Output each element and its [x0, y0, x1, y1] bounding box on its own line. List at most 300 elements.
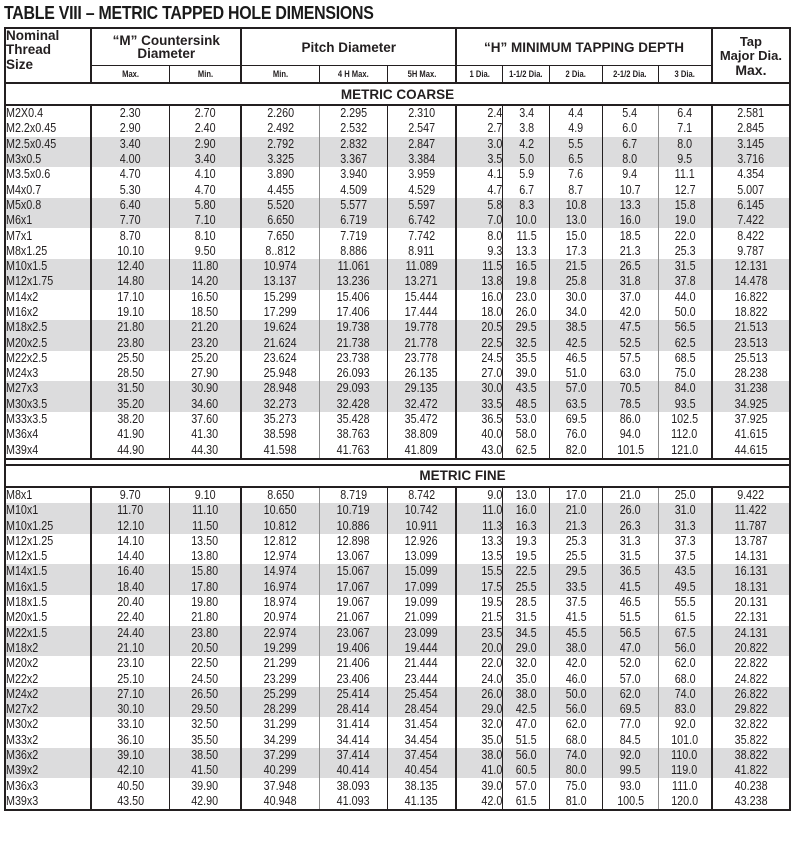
cell-thread-size-value: M22x1.5 — [6, 625, 48, 640]
cell-depth-2-dia-value: 57.0 — [565, 381, 587, 396]
cell-pitch-5h-max — [387, 580, 456, 595]
cell-pitch-min-value: 10.974 — [264, 259, 297, 274]
cell-pitch-4h-max — [319, 763, 387, 778]
cell-thread-size-value: M24x2 — [6, 686, 39, 701]
cell-depth-2-5-dia — [602, 121, 658, 136]
cell-depth-1-dia-value: 33.5 — [481, 396, 503, 411]
cell-thread-size — [5, 794, 91, 810]
cell-depth-2-5-dia-value: 42.0 — [619, 305, 641, 319]
cell-pitch-4h-max-value: 15.406 — [336, 289, 370, 304]
cell-countersink-max-value: 6.40 — [120, 197, 141, 212]
cell-tap-major-dia-value: 35.822 — [734, 732, 768, 747]
cell-countersink-min — [169, 259, 241, 274]
cell-pitch-5h-max — [387, 443, 456, 459]
cell-depth-1-5-dia-value: 42.5 — [515, 702, 537, 717]
cell-depth-3-dia-value: 93.5 — [674, 396, 696, 411]
cell-depth-1-dia — [456, 182, 503, 197]
cell-depth-3-dia-value: 44.0 — [674, 289, 696, 304]
cell-depth-1-dia — [456, 397, 503, 412]
cell-countersink-min — [169, 443, 241, 459]
cell-depth-1-dia — [456, 137, 503, 152]
cell-thread-size-value: M18x2.5 — [6, 320, 48, 335]
cell-pitch-min-value: 41.598 — [264, 442, 297, 457]
cell-thread-size — [5, 366, 91, 381]
cell-countersink-max-value: 12.40 — [117, 259, 144, 274]
cell-thread-size — [5, 213, 91, 228]
cell-depth-2-dia-value: 82.0 — [565, 442, 587, 457]
cell-pitch-5h-max — [387, 259, 456, 274]
cell-depth-1-dia — [456, 503, 503, 518]
cell-countersink-max — [91, 518, 169, 533]
cell-countersink-max — [91, 105, 169, 121]
cell-depth-1-5-dia-value: 51.5 — [515, 732, 537, 747]
header-tap-major-dia — [712, 28, 790, 83]
cell-countersink-min — [169, 320, 241, 335]
cell-countersink-min-value: 15.80 — [191, 564, 219, 579]
cell-pitch-min — [241, 228, 319, 243]
cell-pitch-4h-max-value: 21.067 — [336, 610, 370, 625]
cell-depth-1-dia — [456, 228, 503, 243]
cell-depth-1-5-dia-value: 28.5 — [515, 595, 537, 610]
cell-depth-2-5-dia-value: 99.5 — [619, 763, 641, 778]
cell-depth-1-5-dia — [503, 105, 550, 121]
cell-thread-size — [5, 610, 91, 625]
cell-thread-size — [5, 763, 91, 778]
cell-pitch-5h-max — [387, 182, 456, 197]
cell-depth-2-dia-value: 15.0 — [565, 228, 587, 243]
cell-depth-1-5-dia-value: 57.0 — [515, 778, 537, 793]
cell-pitch-4h-max — [319, 503, 387, 518]
cell-depth-3-dia-value: 120.0 — [671, 793, 699, 808]
cell-depth-2-dia — [550, 198, 603, 213]
cell-pitch-4h-max-value: 23.067 — [336, 625, 370, 640]
cell-depth-2-5-dia-value: 21.0 — [619, 487, 641, 502]
cell-depth-2-dia-value: 68.0 — [565, 732, 587, 747]
cell-depth-1-5-dia-value: 39.0 — [515, 366, 537, 381]
header-cs-max — [91, 66, 169, 84]
table-row — [5, 518, 790, 533]
cell-depth-1-5-dia — [503, 244, 550, 259]
cell-pitch-4h-max — [319, 305, 387, 320]
cell-depth-1-5-dia-value: 10.0 — [515, 213, 537, 228]
cell-countersink-min — [169, 671, 241, 686]
cell-thread-size — [5, 121, 91, 136]
header-pd-5h-label: 5H Max. — [407, 68, 436, 80]
cell-pitch-4h-max-value: 25.414 — [336, 686, 370, 701]
cell-pitch-4h-max — [319, 381, 387, 396]
cell-depth-2-dia — [550, 137, 603, 152]
cell-countersink-min-value: 5.80 — [194, 197, 216, 212]
cell-thread-size — [5, 228, 91, 243]
cell-pitch-min — [241, 290, 319, 305]
cell-depth-1-5-dia-value: 26.0 — [515, 305, 537, 319]
cell-depth-1-5-dia — [503, 366, 550, 381]
cell-pitch-4h-max-value: 31.414 — [336, 717, 370, 732]
cell-countersink-max-value: 21.80 — [117, 320, 144, 335]
cell-depth-2-5-dia — [602, 305, 658, 320]
cell-tap-major-dia — [712, 626, 790, 641]
cell-depth-1-5-dia — [503, 717, 550, 732]
cell-countersink-min-value: 38.50 — [191, 748, 219, 763]
header-countersink-diameter — [91, 28, 241, 66]
cell-countersink-min-value: 3.40 — [194, 152, 216, 167]
cell-countersink-max-value: 2.30 — [120, 106, 141, 121]
cell-pitch-min-value: 25.948 — [264, 366, 297, 381]
cell-depth-2-5-dia-value: 26.3 — [619, 518, 641, 533]
cell-countersink-max — [91, 656, 169, 671]
cell-pitch-5h-max — [387, 244, 456, 259]
cell-depth-1-5-dia — [503, 412, 550, 427]
cell-depth-2-dia — [550, 397, 603, 412]
cell-pitch-5h-max — [387, 595, 456, 610]
cell-depth-1-dia — [456, 213, 503, 228]
cell-depth-3-dia-value: 92.0 — [674, 717, 696, 732]
cell-depth-2-dia-value: 69.5 — [565, 412, 587, 427]
cell-thread-size — [5, 656, 91, 671]
cell-thread-size — [5, 244, 91, 259]
cell-countersink-min — [169, 366, 241, 381]
cell-pitch-4h-max-value: 29.093 — [336, 381, 370, 396]
table-row — [5, 152, 790, 167]
cell-depth-2-dia-value: 4.9 — [568, 121, 584, 136]
cell-pitch-5h-max-value: 34.454 — [405, 732, 438, 747]
cell-countersink-min-value: 44.30 — [191, 442, 219, 457]
cell-depth-1-dia — [456, 671, 503, 686]
cell-pitch-5h-max — [387, 626, 456, 641]
cell-countersink-min-value: 4.10 — [194, 167, 216, 182]
cell-pitch-min-value: 31.299 — [264, 717, 297, 732]
cell-countersink-max — [91, 595, 169, 610]
cell-pitch-min-value: 3.890 — [267, 167, 294, 182]
cell-depth-1-5-dia — [503, 274, 550, 289]
cell-pitch-5h-max — [387, 671, 456, 686]
cell-depth-1-dia — [456, 717, 503, 732]
cell-depth-2-5-dia-value: 63.0 — [619, 366, 641, 381]
cell-pitch-4h-max — [319, 518, 387, 533]
cell-depth-1-dia-value: 4.1 — [487, 167, 503, 182]
cell-thread-size-value: M20x1.5 — [6, 610, 48, 625]
cell-countersink-min — [169, 717, 241, 732]
section-title: METRIC COARSE — [5, 83, 790, 105]
cell-pitch-5h-max-value: 29.135 — [405, 381, 438, 396]
cell-pitch-5h-max — [387, 351, 456, 366]
cell-depth-2-dia — [550, 717, 603, 732]
table-row — [5, 320, 790, 335]
header-depth-3-label: 3 Dia. — [674, 68, 695, 80]
cell-depth-1-dia-value: 40.0 — [481, 427, 503, 442]
cell-pitch-5h-max — [387, 778, 456, 793]
cell-thread-size — [5, 198, 91, 213]
cell-pitch-min — [241, 794, 319, 810]
cell-pitch-5h-max-value: 3.384 — [408, 152, 435, 167]
cell-pitch-4h-max-value: 35.428 — [336, 412, 370, 427]
cell-tap-major-dia — [712, 351, 790, 366]
cell-depth-2-5-dia — [602, 290, 658, 305]
cell-countersink-max-value: 36.10 — [117, 732, 144, 747]
cell-depth-1-dia-value: 2.7 — [487, 121, 503, 136]
cell-pitch-5h-max-value: 26.135 — [405, 366, 438, 381]
cell-pitch-5h-max-value: 41.135 — [405, 793, 438, 808]
cell-depth-1-5-dia-value: 62.5 — [515, 442, 537, 457]
cell-depth-2-5-dia — [602, 794, 658, 810]
cell-depth-2-5-dia-value: 101.5 — [616, 442, 644, 457]
cell-pitch-4h-max-value: 8.886 — [339, 243, 367, 258]
cell-pitch-4h-max-value: 32.428 — [336, 396, 370, 411]
cell-pitch-4h-max — [319, 778, 387, 793]
cell-countersink-max — [91, 717, 169, 732]
cell-countersink-min-value: 41.50 — [191, 763, 219, 778]
cell-tap-major-dia-value: 24.822 — [734, 671, 768, 686]
cell-countersink-min — [169, 580, 241, 595]
cell-depth-1-5-dia — [503, 137, 550, 152]
cell-thread-size — [5, 503, 91, 518]
cell-countersink-min — [169, 213, 241, 228]
cell-tap-major-dia — [712, 381, 790, 396]
table-row — [5, 351, 790, 366]
cell-depth-2-5-dia — [602, 763, 658, 778]
cell-thread-size — [5, 702, 91, 717]
cell-countersink-min — [169, 152, 241, 167]
table-row — [5, 427, 790, 442]
cell-pitch-min — [241, 487, 319, 503]
cell-depth-3-dia-value: 37.5 — [674, 549, 696, 564]
cell-depth-2-5-dia — [602, 198, 658, 213]
table-row — [5, 290, 790, 305]
cell-depth-1-dia-value: 16.0 — [481, 289, 503, 304]
cell-pitch-4h-max — [319, 687, 387, 702]
cell-pitch-4h-max — [319, 320, 387, 335]
cell-depth-2-dia-value: 62.0 — [565, 717, 587, 732]
cell-depth-2-dia — [550, 763, 603, 778]
cell-depth-2-5-dia — [602, 427, 658, 442]
cell-tap-major-dia-value: 4.354 — [737, 167, 765, 182]
cell-depth-1-dia-value: 3.5 — [487, 152, 503, 167]
cell-depth-1-5-dia-value: 48.5 — [515, 396, 537, 411]
cell-depth-2-5-dia-value: 13.3 — [619, 197, 641, 212]
cell-depth-3-dia-value: 101.0 — [671, 732, 699, 747]
cell-tap-major-dia-value: 7.422 — [737, 213, 765, 228]
cell-countersink-min — [169, 564, 241, 579]
cell-depth-2-5-dia-value: 18.5 — [619, 228, 641, 243]
table-row — [5, 105, 790, 121]
cell-tap-major-dia — [712, 137, 790, 152]
cell-depth-2-5-dia — [602, 518, 658, 533]
cell-depth-2-dia — [550, 671, 603, 686]
cell-depth-2-5-dia-value: 57.0 — [619, 671, 641, 686]
cell-pitch-4h-max — [319, 397, 387, 412]
cell-depth-2-dia — [550, 518, 603, 533]
cell-tap-major-dia-value: 3.716 — [737, 152, 765, 167]
cell-pitch-min — [241, 534, 319, 549]
cell-pitch-4h-max-value: 15.067 — [336, 564, 370, 579]
cell-thread-size — [5, 397, 91, 412]
cell-depth-2-dia — [550, 213, 603, 228]
cell-countersink-max — [91, 167, 169, 182]
cell-thread-size — [5, 748, 91, 763]
cell-countersink-max-value: 14.10 — [117, 533, 144, 548]
cell-pitch-4h-max-value: 41.763 — [336, 442, 370, 457]
cell-depth-3-dia-value: 55.5 — [674, 595, 696, 610]
cell-countersink-min-value: 13.80 — [191, 549, 219, 564]
table-row — [5, 626, 790, 641]
cell-depth-2-5-dia-value: 31.5 — [619, 549, 641, 564]
cell-depth-2-dia-value: 29.5 — [565, 564, 587, 579]
cell-countersink-max-value: 24.40 — [117, 625, 144, 640]
cell-depth-2-5-dia — [602, 351, 658, 366]
cell-tap-major-dia-value: 34.925 — [734, 396, 768, 411]
cell-depth-1-5-dia — [503, 351, 550, 366]
cell-countersink-max-value: 21.10 — [117, 640, 144, 655]
cell-pitch-min-value: 35.273 — [264, 412, 297, 427]
cell-depth-1-5-dia-value: 38.0 — [515, 686, 537, 701]
cell-tap-major-dia-value: 14.478 — [734, 274, 768, 289]
cell-tap-major-dia-value: 12.131 — [734, 259, 768, 274]
cell-countersink-min — [169, 595, 241, 610]
cell-countersink-max — [91, 763, 169, 778]
cell-depth-2-dia-value: 46.0 — [565, 671, 587, 686]
cell-countersink-min-value: 20.50 — [191, 640, 219, 655]
cell-tap-major-dia-value: 41.822 — [734, 763, 768, 778]
cell-depth-3-dia — [658, 228, 712, 243]
table-row — [5, 778, 790, 793]
cell-thread-size-value: M12x1.5 — [6, 549, 48, 564]
cell-depth-1-dia — [456, 121, 503, 136]
cell-depth-1-5-dia — [503, 167, 550, 182]
cell-pitch-min — [241, 397, 319, 412]
cell-thread-size-value: M12x1.75 — [6, 274, 54, 289]
cell-tap-major-dia-value: 21.513 — [734, 320, 768, 335]
cell-depth-3-dia-value: 31.3 — [674, 518, 696, 533]
cell-depth-1-5-dia — [503, 198, 550, 213]
cell-tap-major-dia-value: 18.131 — [734, 579, 768, 594]
cell-depth-2-dia — [550, 412, 603, 427]
cell-countersink-min — [169, 610, 241, 625]
cell-countersink-max-value: 17.10 — [117, 289, 144, 304]
cell-depth-2-5-dia-value: 51.5 — [619, 610, 641, 625]
cell-depth-3-dia — [658, 213, 712, 228]
cell-depth-2-5-dia — [602, 671, 658, 686]
cell-depth-2-dia — [550, 259, 603, 274]
cell-tap-major-dia-value: 3.145 — [737, 136, 765, 151]
cell-pitch-5h-max — [387, 137, 456, 152]
cell-tap-major-dia — [712, 763, 790, 778]
cell-depth-1-5-dia — [503, 549, 550, 564]
cell-depth-3-dia-value: 37.8 — [674, 274, 696, 289]
cell-thread-size-value: M3.5x0.6 — [6, 167, 51, 182]
table-row — [5, 748, 790, 763]
cell-depth-2-5-dia — [602, 228, 658, 243]
cell-pitch-4h-max — [319, 213, 387, 228]
cell-pitch-min-value: 16.974 — [264, 579, 297, 594]
cell-pitch-min — [241, 305, 319, 320]
header-tap-line-3: Max. — [735, 61, 767, 78]
cell-depth-2-dia — [550, 794, 603, 810]
cell-countersink-max-value: 14.80 — [117, 274, 144, 289]
header-pd-4h-max — [319, 66, 387, 84]
cell-depth-1-5-dia-value: 35.5 — [515, 350, 537, 365]
cell-countersink-min-value: 2.90 — [194, 136, 216, 151]
cell-pitch-5h-max-value: 12.926 — [405, 533, 438, 548]
cell-depth-2-dia-value: 21.5 — [565, 259, 587, 274]
cell-pitch-min-value: 40.299 — [264, 763, 297, 778]
cell-depth-2-dia — [550, 503, 603, 518]
cell-depth-2-dia — [550, 687, 603, 702]
cell-depth-1-dia — [456, 427, 503, 442]
cell-thread-size — [5, 105, 91, 121]
cell-thread-size-value: M2X0.4 — [6, 106, 44, 121]
cell-pitch-min — [241, 152, 319, 167]
cell-pitch-min-value: 3.325 — [267, 152, 294, 167]
cell-depth-1-dia-value: 29.0 — [481, 702, 503, 717]
cell-countersink-max-value: 35.20 — [117, 396, 144, 411]
cell-depth-2-dia-value: 42.0 — [565, 656, 587, 671]
cell-countersink-min — [169, 778, 241, 793]
cell-depth-1-dia-value: 20.0 — [481, 640, 503, 655]
cell-depth-2-5-dia-value: 92.0 — [619, 748, 641, 763]
cell-depth-2-dia-value: 4.4 — [568, 106, 584, 121]
cell-pitch-4h-max-value: 10.886 — [336, 518, 370, 533]
cell-pitch-5h-max-value: 2.847 — [408, 136, 435, 151]
cell-countersink-max — [91, 687, 169, 702]
cell-depth-1-5-dia — [503, 259, 550, 274]
cell-depth-3-dia-value: 75.0 — [674, 366, 696, 381]
cell-countersink-max-value: 39.10 — [117, 748, 144, 763]
cell-countersink-min — [169, 733, 241, 748]
cell-pitch-5h-max-value: 21.099 — [405, 610, 438, 625]
cell-pitch-min — [241, 717, 319, 732]
cell-depth-2-5-dia-value: 10.7 — [619, 182, 641, 197]
cell-pitch-4h-max — [319, 167, 387, 182]
cell-depth-1-dia — [456, 518, 503, 533]
cell-depth-2-dia — [550, 290, 603, 305]
cell-depth-1-5-dia-value: 32.0 — [515, 656, 537, 671]
header-depth-2-label: 2 Dia. — [565, 68, 587, 80]
cell-depth-1-5-dia-value: 29.5 — [515, 320, 537, 335]
cell-pitch-4h-max — [319, 443, 387, 459]
metric-tapped-hole-table — [4, 27, 791, 811]
cell-depth-3-dia-value: 12.7 — [674, 182, 696, 197]
cell-countersink-min-value: 25.20 — [191, 350, 219, 365]
cell-pitch-min-value: 6.650 — [267, 213, 294, 228]
cell-pitch-5h-max — [387, 228, 456, 243]
cell-countersink-min-value: 9.50 — [194, 243, 216, 258]
cell-pitch-min — [241, 748, 319, 763]
cell-depth-1-5-dia-value: 5.0 — [518, 152, 534, 167]
cell-depth-1-dia — [456, 748, 503, 763]
cell-depth-1-dia-value: 32.0 — [481, 717, 503, 732]
cell-tap-major-dia — [712, 717, 790, 732]
cell-tap-major-dia-value: 40.238 — [734, 778, 768, 793]
cell-pitch-min-value: 8.650 — [267, 487, 294, 502]
cell-depth-1-dia — [456, 152, 503, 167]
cell-pitch-min-value: 13.137 — [264, 274, 297, 289]
cell-pitch-4h-max-value: 2.532 — [339, 121, 367, 136]
cell-depth-1-5-dia-value: 60.5 — [515, 763, 537, 778]
cell-tap-major-dia — [712, 443, 790, 459]
cell-tap-major-dia-value: 9.787 — [737, 243, 765, 258]
cell-depth-3-dia-value: 19.0 — [674, 213, 696, 228]
cell-tap-major-dia — [712, 687, 790, 702]
header-nominal-thread-size — [5, 28, 91, 83]
cell-countersink-max — [91, 366, 169, 381]
cell-depth-2-5-dia-value: 94.0 — [619, 427, 641, 442]
cell-countersink-min — [169, 167, 241, 182]
cell-pitch-5h-max — [387, 105, 456, 121]
cell-pitch-4h-max-value: 23.406 — [336, 671, 370, 686]
cell-pitch-min-value: 23.624 — [264, 350, 297, 365]
cell-countersink-min-value: 19.80 — [191, 595, 219, 610]
cell-countersink-min-value: 13.50 — [191, 533, 219, 548]
